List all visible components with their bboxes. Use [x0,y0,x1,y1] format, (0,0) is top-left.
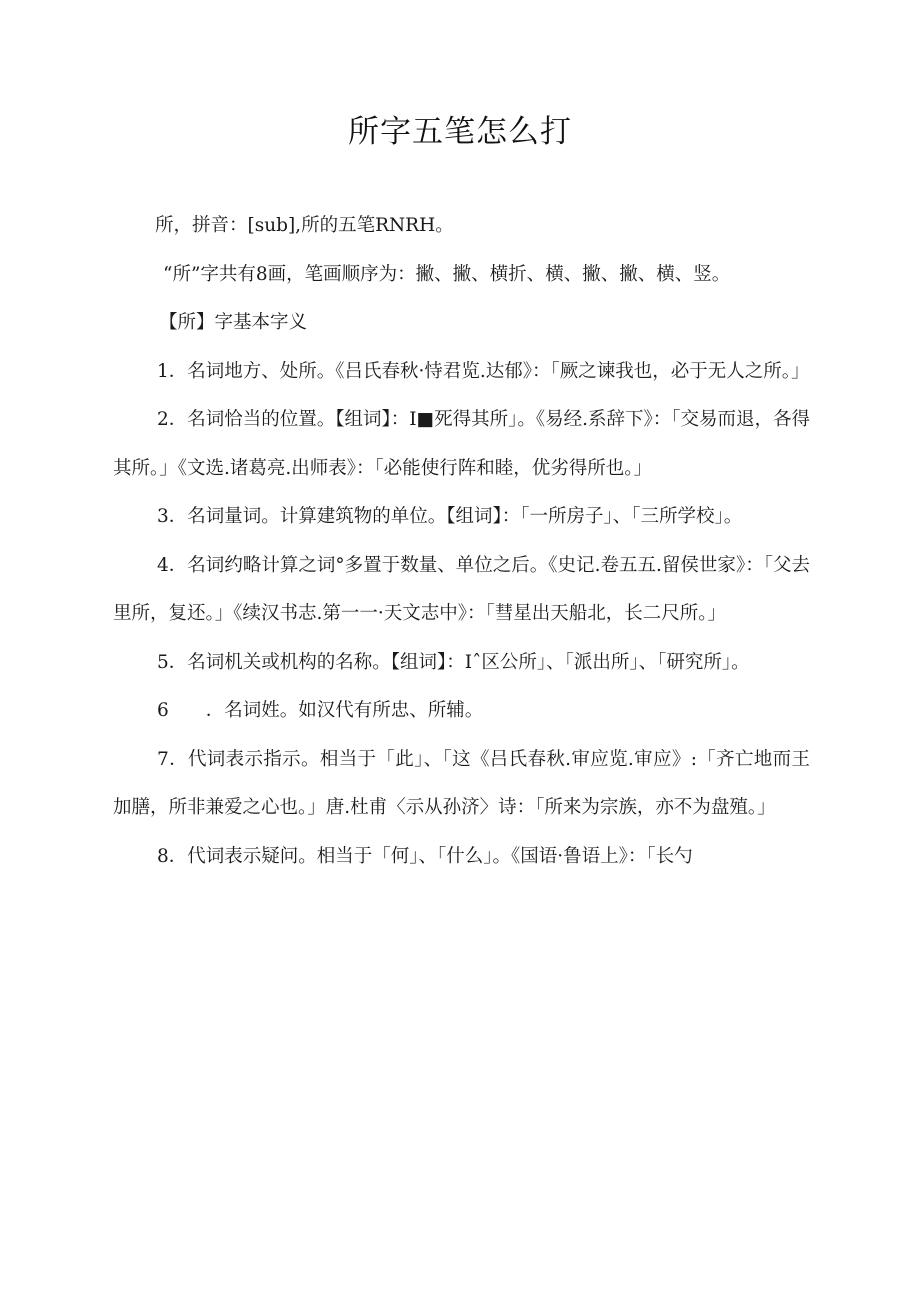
definition-item-4: 4．名词约略计算之词°多置于数量、单位之后。《史记.卷五五.留侯世家》：「父去里所，复还。」《续汉书志.第一一·天文志中》：「彗星出天船北，长二尺所。」 [113,554,810,624]
definition-item-8: 8．代词表示疑问。相当于「何」、「什么」。《国语·鲁语上》：「长勺 [157,845,693,867]
definition-item-5: 5．名词机关或机构的名称。【组词】：Iˆ区公所」、「派出所」、「研究所」。 [157,651,750,673]
paragraph-stroke-order: “所”字共有8画，笔画顺序为：撇、撇、横折、横、撇、撇、横、竖。 [163,263,731,285]
definition-item-2: 2．名词恰当的位置。【组词】：I■死得其所」。《易经.系辞下》：「交易而退，各得其所。」《文选.诸葛亮.出师表》：「必能使行阵和睦，优劣得所也。」 [113,409,810,479]
definition-item-6: 6 ．名词姓。如汉代有所忠、所辅。 [157,700,484,721]
definition-item-1: 1．名词地方、处所。《吕氏春秋·恃君览.达郁》：「厥之谏我也，必于无人之所。」 [157,360,810,382]
document-body [113,202,810,881]
definition-item-7: 7．代词表示指示。相当于「此」、「这《吕氏春秋.审应览.审应》:「齐亡地而王加膳，所非兼爱之心也。」唐.杜甫〈示从孙济〉诗：「所来为宗族，亦不为盘殖。」 [113,748,810,818]
paragraph-pinyin: 所，拼音：[sub],所的五笔RNRH。 [155,215,454,236]
section-heading-basic-meaning: 【所】字基本字义 [159,312,308,333]
definition-item-3: 3．名词量词。计算建筑物的单位。【组词】：「一所房子」、「三所学校」。 [157,506,743,527]
page-title: 所字五笔怎么打 [348,114,572,150]
